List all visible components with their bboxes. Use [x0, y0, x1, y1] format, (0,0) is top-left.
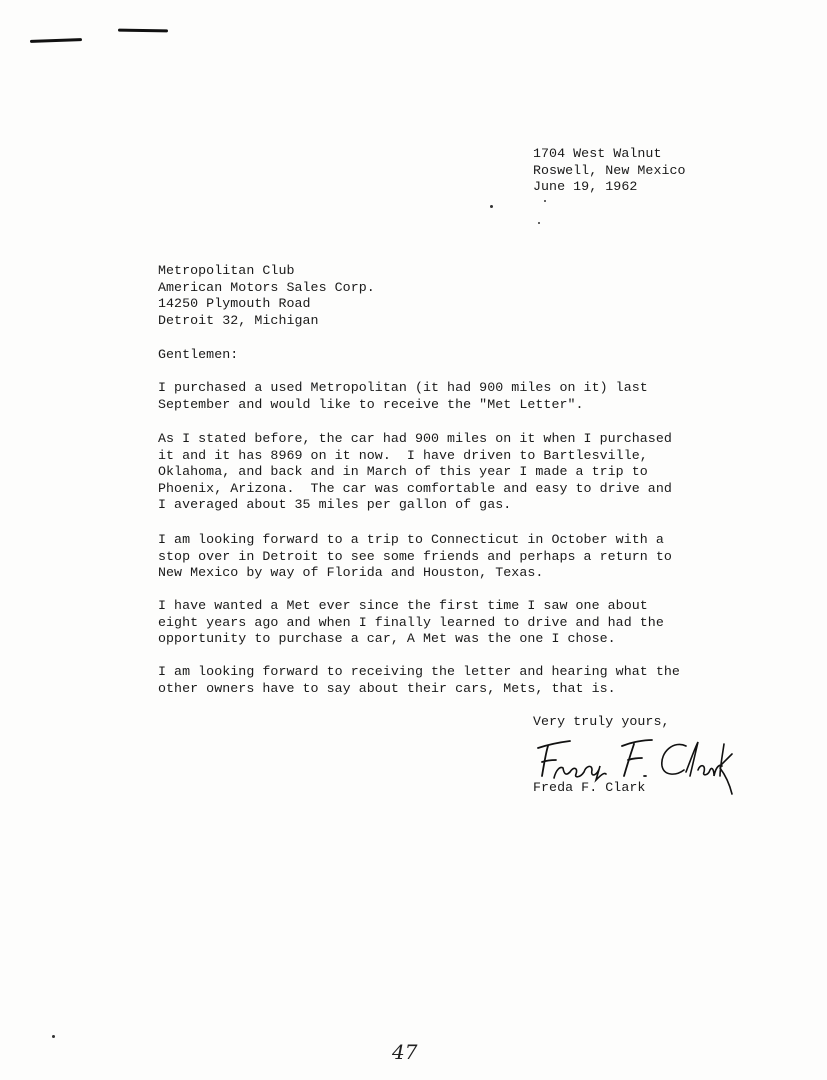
signer-name-text: Freda F. Clark — [533, 780, 646, 795]
paper-speck — [544, 200, 546, 202]
closing-text: Very truly yours, — [533, 714, 670, 729]
salutation-text: Gentlemen: — [158, 347, 239, 362]
paragraph-line: it and it has 8969 on it now. I have driven to Bartlesville, — [158, 447, 648, 463]
inside-address-line: American Motors Sales Corp. — [158, 279, 375, 295]
paragraph-line: September and would like to receive the "Met Letter". — [158, 396, 584, 412]
paragraph-line: I purchased a used Metropolitan (it had 900 miles on it) last — [158, 380, 648, 395]
signer-name — [533, 780, 645, 797]
paragraph-line: Phoenix, Arizona. The car was comfortable and easy to drive and — [158, 480, 672, 496]
paragraph-line: other owners have to say about their cars, Mets, that is. — [158, 680, 616, 696]
body-paragraph — [158, 532, 672, 582]
paragraph-line: As I stated before, the car had 900 miles on it when I purchased — [158, 431, 672, 446]
body-paragraph — [158, 664, 680, 697]
ink-mark — [30, 38, 82, 43]
paragraph-line: I averaged about 35 miles per gallon of gas. — [158, 497, 512, 513]
paper-speck — [538, 222, 540, 224]
salutation — [158, 347, 238, 364]
paragraph-line: I am looking forward to a trip to Connecticut in October with a — [158, 532, 664, 547]
ink-mark — [118, 29, 168, 33]
body-paragraph — [158, 380, 648, 413]
return-address-line: Roswell, New Mexico — [533, 162, 686, 178]
paragraph-line: I have wanted a Met ever since the first time I saw one about — [158, 598, 648, 613]
paper-speck — [52, 1035, 55, 1038]
paragraph-line: eight years ago and when I finally learned to drive and had the — [158, 614, 664, 630]
inside-address-line: 14250 Plymouth Road — [158, 296, 311, 312]
paragraph-line: stop over in Detroit to see some friends and perhaps a return to — [158, 548, 672, 564]
paper-speck — [490, 205, 493, 208]
letter-date: June 19, 1962 — [533, 179, 638, 195]
paragraph-line: New Mexico by way of Florida and Houston, Texas. — [158, 565, 544, 581]
page-number: 47 — [392, 1040, 418, 1064]
return-address-line: 1704 West Walnut — [533, 146, 662, 161]
paragraph-line: Oklahoma, and back and in March of this year I made a trip to — [158, 464, 648, 480]
body-paragraph — [158, 598, 664, 648]
complimentary-close — [533, 714, 670, 731]
inside-address-line: Detroit 32, Michigan — [158, 312, 319, 328]
paragraph-line: opportunity to purchase a car, A Met was the one I chose. — [158, 631, 616, 647]
body-paragraph — [158, 431, 672, 514]
inside-address — [158, 263, 375, 329]
return-address — [533, 146, 686, 196]
paragraph-line: I am looking forward to receiving the letter and hearing what the — [158, 664, 680, 679]
inside-address-line: Metropolitan Club — [158, 263, 295, 278]
